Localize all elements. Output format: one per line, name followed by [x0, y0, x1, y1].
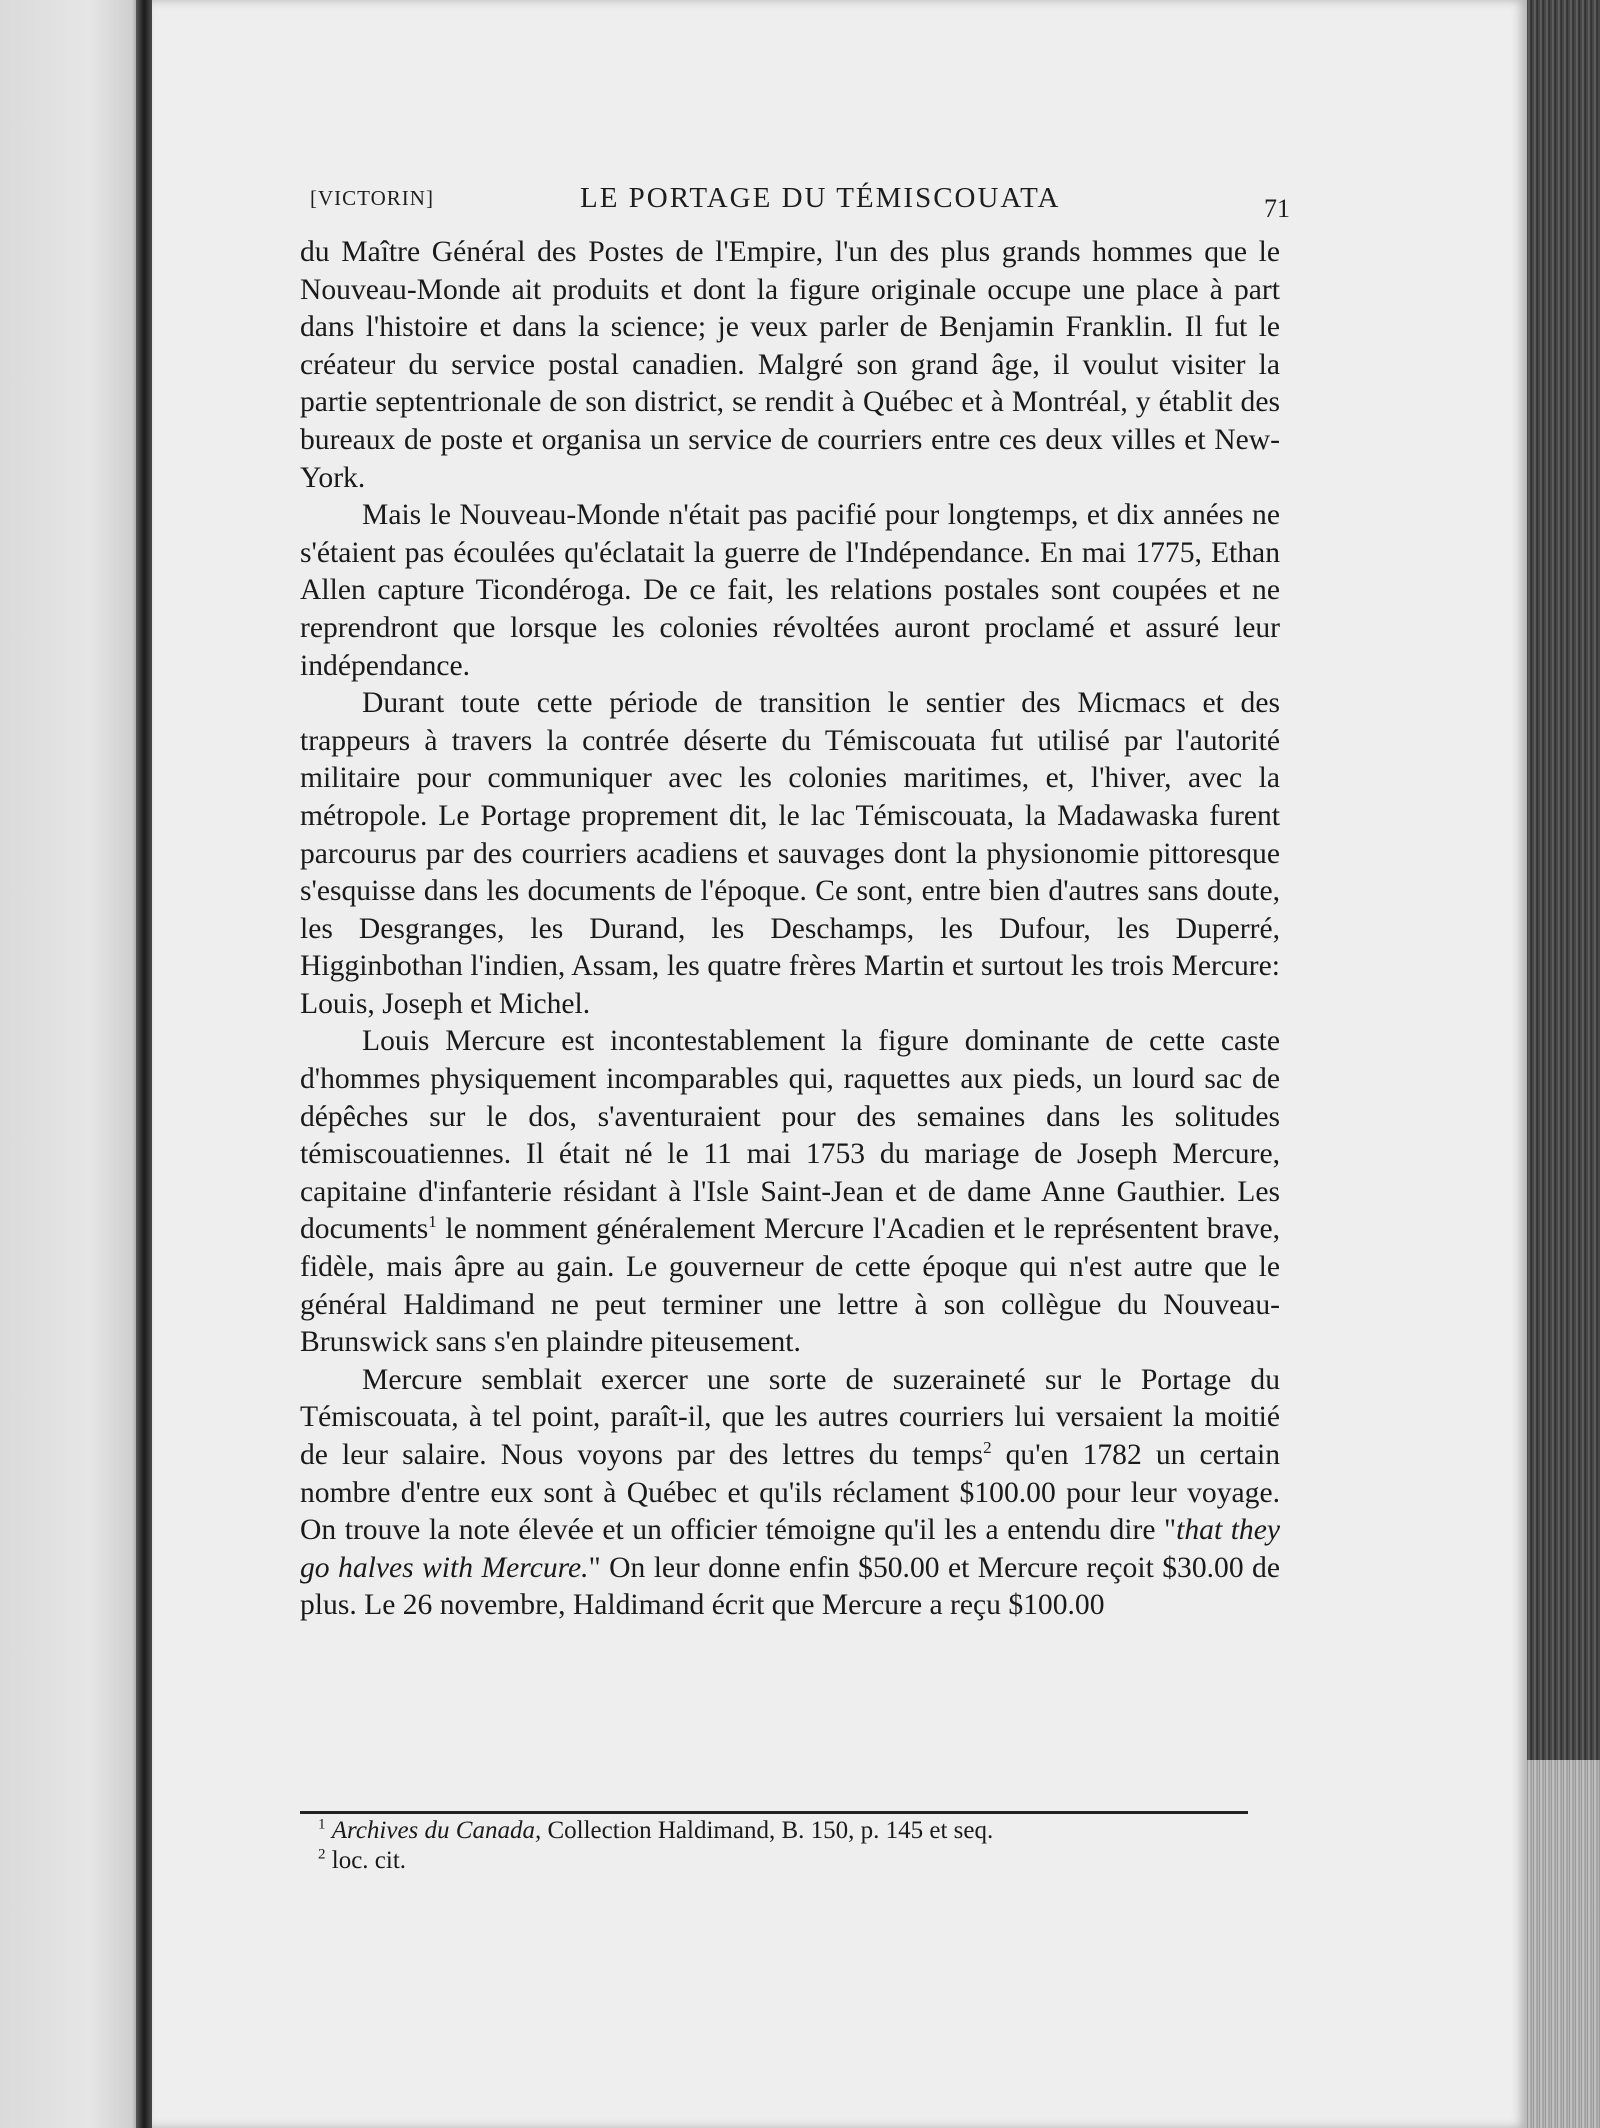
footnote-ref: 1: [428, 1212, 437, 1232]
footnote-marker: 1: [318, 1816, 326, 1833]
running-head-title: LE PORTAGE DU TÉMISCOUATA: [580, 182, 1061, 214]
paragraph: [300, 497, 1280, 685]
footnote: [318, 1846, 1218, 1876]
page-stack-edge-bottom: [1527, 1760, 1600, 2128]
running-head-author: [VICTORIN]: [310, 186, 434, 210]
facing-page-edge: [0, 0, 150, 2128]
paragraph: [300, 1362, 1280, 1625]
footnote-marker: 2: [318, 1846, 326, 1863]
text-run: qu'en 1782 un certain nombre d'entre eux sont à Québec et qu'ils réclament $100.00 pour leur voyage. On trouve la note élevée et un officier témoigne qu'il les a entendu dire ": [300, 1439, 1281, 1547]
text-run: Louis Mercure est incontestablement la figure dominante de cette caste d'hommes physiquement incomparables qui, raquettes aux pieds, un lourd sac de dépêches sur le dos, s'aventuraient pour des semaines dans les solitudes témiscouatiennes. Il était né le 11 mai 1753 du mariage de Joseph Mercure, capitaine d'infanterie résidant à l'Isle Saint-Jean et de dame Anne Gauthier. Les documents: [300, 1025, 1280, 1246]
paragraph: [300, 685, 1280, 1023]
footnote: [318, 1816, 1218, 1846]
text-run: du Maître Général des Postes de l'Empire, l'un des plus grands hommes que le Nouveau-Monde ait produits et dont la figure originale occupe une place à part dans l'histoire et dans la science; je veux parler de Benjamin Franklin. Il fut le créateur du service postal canadien. Malgré son grand âge, il voulut visiter la partie septentrionale de son district, se rendit à Québec et à Montréal, y établit des bureaux de poste et organisa un service de courriers entre ces deux villes et New-York.: [300, 236, 1280, 494]
book-spine: [136, 0, 152, 2128]
paragraph: [300, 1023, 1280, 1361]
paragraph: [300, 234, 1280, 497]
page-header: [310, 182, 1290, 226]
italic-text: that they go halves with Mercure.: [300, 1514, 1281, 1584]
text-run: Mercure semblait exercer une sorte de suzeraineté sur le Portage du Témiscouata, à tel point, paraît-il, que les autres courriers lui versaient la moitié de leur salaire. Nous voyons par des lettres du temps: [300, 1363, 1280, 1471]
text-run: loc. cit.: [331, 1847, 407, 1874]
italic-text: Archives du Canada,: [331, 1817, 542, 1844]
text-run: Mais le Nouveau-Monde n'était pas pacifié pour longtemps, et dix années ne s'étaient pas écoulées qu'éclatait la guerre de l'Indépendance. En mai 1775, Ethan Allen capture Ticondéroga. De ce fait, les relations postales sont coupées et ne reprendront que lorsque les colonies révoltées auront proclamé et assuré leur indépendance.: [300, 499, 1280, 682]
body-text: [300, 234, 1280, 1625]
page-number: 71: [1264, 194, 1290, 223]
text-run: le nomment généralement Mercure l'Acadien et le représentent brave, fidèle, mais âpre au gain. Le gouverneur de cette époque qui n'est autre que le général Haldimand ne peut terminer une lettre à son collègue du Nouveau-Brunswick sans s'en plaindre piteusement.: [300, 1213, 1280, 1359]
text-run: Collection Haldimand, B. 150, p. 145 et seq.: [541, 1817, 994, 1844]
text-run: Durant toute cette période de transition le sentier des Micmacs et des trappeurs à travers la contrée déserte du Témiscouata fut utilisé par l'autorité militaire pour communiquer avec les colonies maritimes, et, l'hiver, avec la métropole. Le Portage proprement dit, le lac Témiscouata, la Madawaska furent parcourus par des courriers acadiens et sauvages dont la physionomie pittoresque s'esquisse dans les documents de l'époque. Ce sont, entre bien d'autres sans doute, les Desgranges, les Durand, les Deschamps, les Dufour, les Duperré, Higginbothan l'indien, Assam, les quatre frères Martin et surtout les trois Mercure: Louis, Joseph et Michel.: [300, 687, 1280, 1020]
text-run: " On leur donne enfin $50.00 et Mercure reçoit $30.00 de plus. Le 26 novembre, Haldimand écrit que Mercure a reçu $100.00: [300, 1551, 1280, 1622]
footnote-rule: [300, 1811, 1248, 1814]
footnotes: [318, 1816, 1218, 1876]
footnote-ref: 2: [983, 1438, 992, 1458]
